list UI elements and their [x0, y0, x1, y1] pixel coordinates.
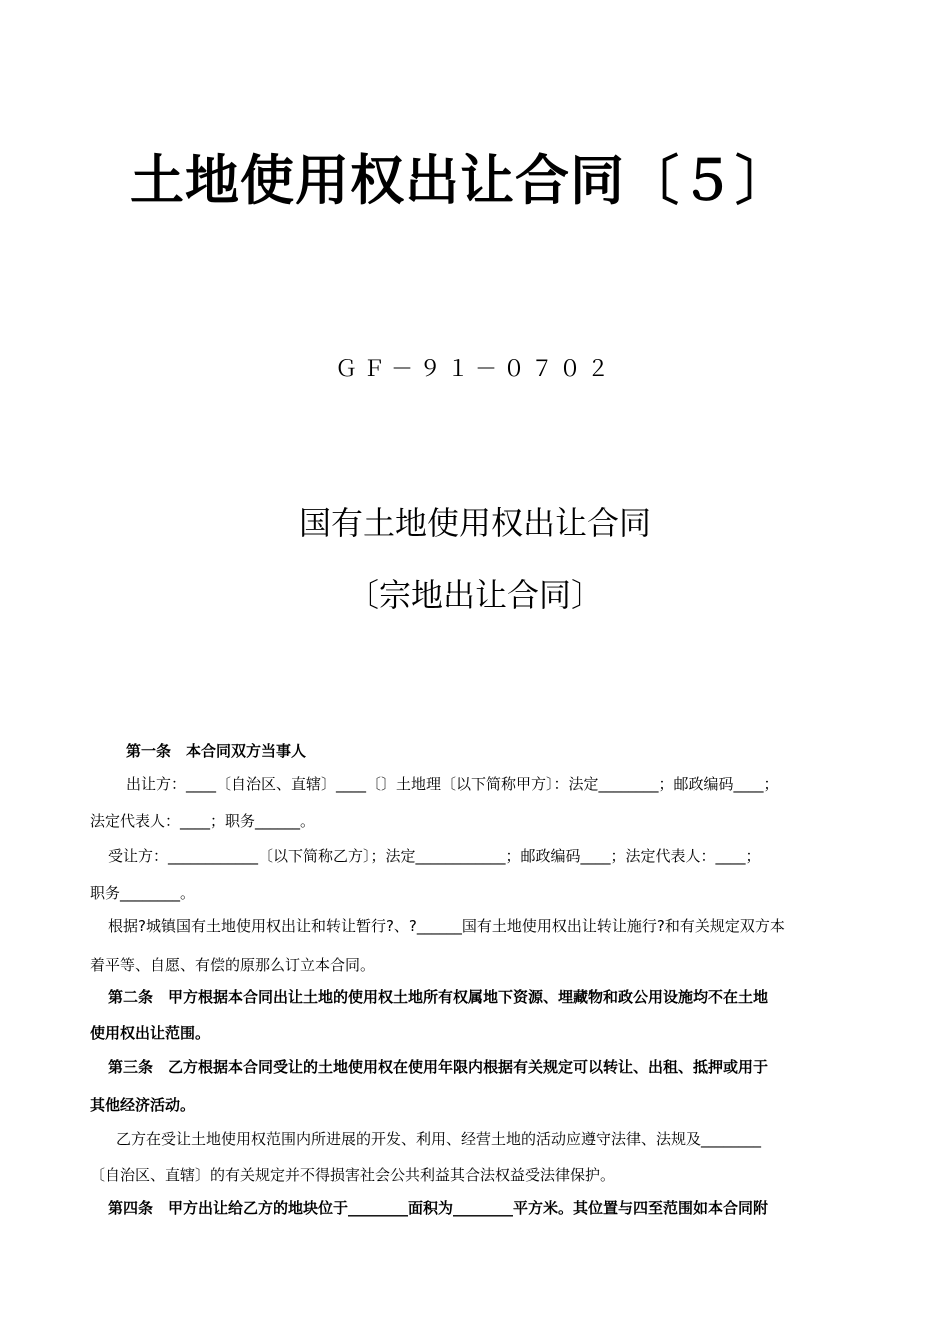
main-title: 土地使用权出让合同〔５〕	[130, 149, 790, 212]
article-3-cont: 其他经济活动。	[90, 1096, 196, 1114]
contract-code: ＧＦ－９１－０７０２	[334, 357, 615, 382]
subtitle-primary: 国有土地使用权出让合同	[298, 504, 651, 542]
body-line: 着平等、自愿、有偿的原那么订立本合同。	[90, 956, 376, 974]
body-line: 法定代表人：____；职务______。	[90, 812, 316, 830]
body-line: 出让方：____〔自治区、直辖〕____〔〕土地理〔以下简称甲方〕：法定________；邮政编码____；	[126, 775, 779, 793]
article-3: 第三条 乙方根据本合同受让的土地使用权在使用年限内根据有关规定可以转让、出租、抵押或用于	[108, 1058, 769, 1076]
body-line: 根据?城镇国有土地使用权出让和转让暂行?、?______国有土地使用权出让转让施行?和有关规定双方本	[108, 917, 785, 935]
article-4: 第四条 甲方出让给乙方的地块位于________面积为________平方米。其位置与四至范围如本合同附	[108, 1199, 769, 1217]
body-line: 职务________。	[90, 884, 196, 902]
article-1-heading: 第一条 本合同双方当事人	[126, 742, 307, 760]
subtitle-secondary: 〔宗地出让合同〕	[346, 576, 603, 614]
article-2: 第二条 甲方根据本合同出让土地的使用权土地所有权属地下资源、埋藏物和政公用设施均不在土地	[108, 988, 769, 1006]
body-line: 〔自治区、直辖〕的有关规定并不得损害社会公共利益其合法权益受法律保护。	[90, 1166, 616, 1184]
body-line: 乙方在受让土地使用权范围内所进展的开发、利用、经营土地的活动应遵守法律、法规及________	[116, 1130, 762, 1148]
body-line: 受让方：____________〔以下简称乙方〕；法定____________；邮政编码____；法定代表人：____；	[108, 847, 761, 865]
article-2-cont: 使用权出让范围。	[90, 1024, 211, 1042]
